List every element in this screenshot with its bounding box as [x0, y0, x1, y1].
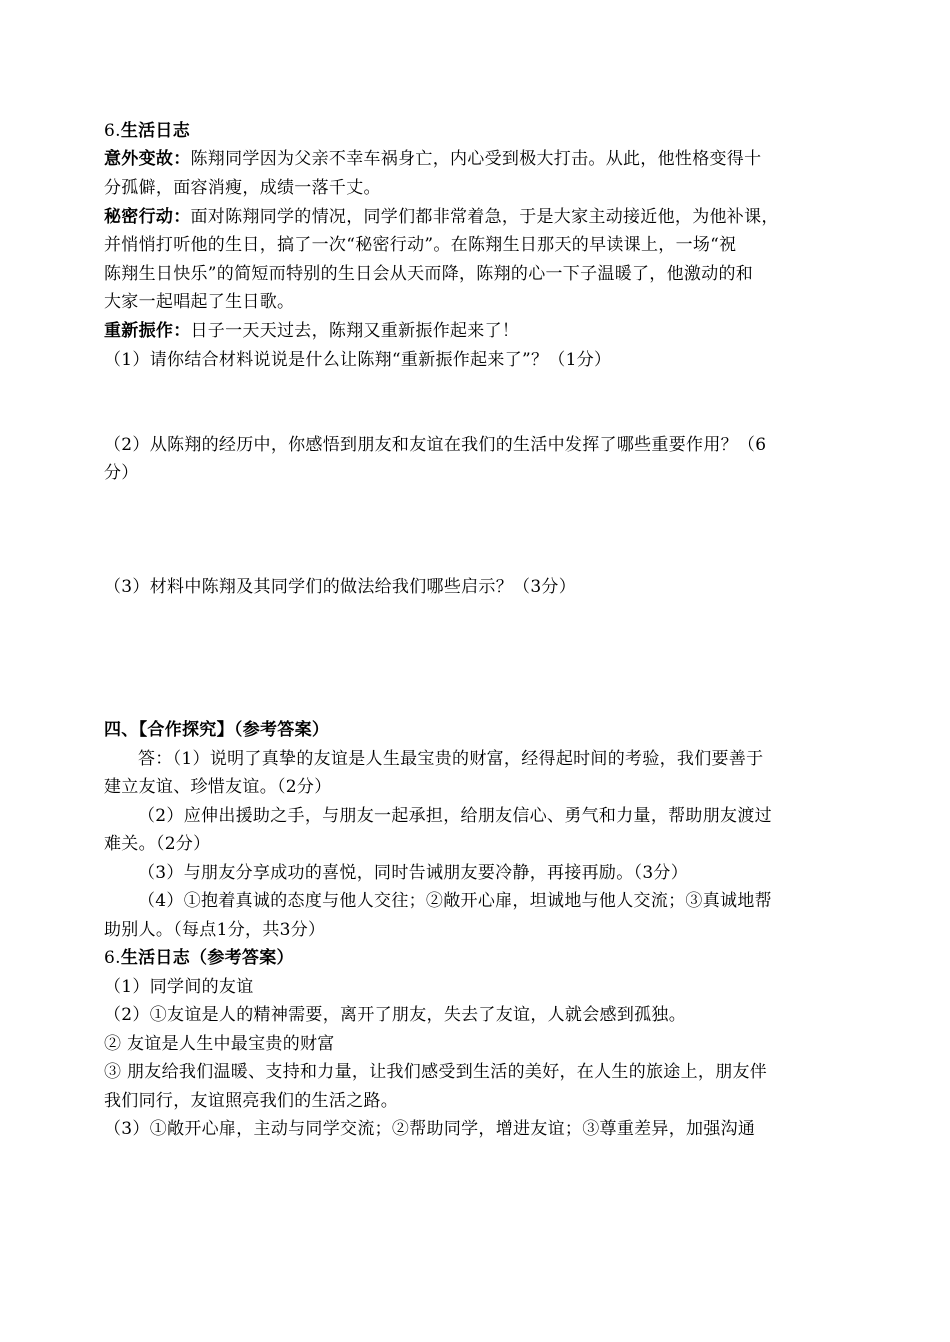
answer-line: ② 友谊是人生中最宝贵的财富	[104, 1034, 335, 1054]
paragraph-line: 大家一起唱起了生日歌。	[104, 292, 295, 312]
paragraph-line: 陈翔生日快乐”的简短而特别的生日会从天而降，陈翔的心一下子温暖了，他激动的和	[104, 264, 754, 284]
question-1: （1）请你结合材料说说是什么让陈翔“重新振作起来了”？（1分）	[104, 350, 612, 370]
answer-line: 建立友谊、珍惜友谊。（2分）	[104, 777, 332, 797]
answer-line: 答：（1）说明了真挚的友谊是人生最宝贵的财富，经得起时间的考验，我们要善于	[138, 749, 764, 769]
answers6-title	[104, 944, 294, 972]
paragraph-line: 并悄悄打听他的生日，搞了一次“秘密行动”。在陈翔生日那天的早读课上，一场“祝	[104, 235, 737, 255]
paragraph-line	[104, 203, 779, 231]
paragraph-text: 面对陈翔同学的情况，同学们都非常着急，于是大家主动接近他，为他补课，	[190, 207, 779, 227]
answer-line: ③ 朋友给我们温暖、支持和力量，让我们感受到生活的美好，在人生的旅途上，朋友伴	[104, 1062, 768, 1082]
paragraph-text: 陈翔同学因为父亲不幸车祸身亡，内心受到极大打击。从此，他性格变得十	[190, 149, 762, 169]
answer-line: （2）应伸出援助之手，与朋友一起承担，给朋友信心、勇气和力量，帮助朋友渡过	[138, 806, 772, 826]
answer-line: 我们同行，友谊照亮我们的生活之路。	[104, 1091, 399, 1111]
paragraph-label: 意外变故：	[104, 149, 191, 169]
answer-line: （3）与朋友分享成功的喜悦，同时告诫朋友要冷静，再接再励。（3分）	[138, 863, 689, 883]
question-2: （2）从陈翔的经历中，你感悟到朋友和友谊在我们的生活中发挥了哪些重要作用？（6	[104, 435, 767, 455]
title-number: 6.	[104, 121, 121, 141]
title-text: 生活日志（参考答案）	[120, 948, 294, 968]
title-number: 6.	[104, 948, 121, 968]
question-2-cont: 分）	[104, 463, 139, 483]
answer-line: （1）同学间的友谊	[104, 977, 254, 997]
section4-heading: 四、【合作探究】（参考答案）	[104, 720, 330, 740]
paragraph-text: 日子一天天过去，陈翔又重新振作起来了！	[190, 321, 520, 341]
answer-line: （3）①敞开心扉，主动与同学交流；②帮助同学，增进友谊；③尊重差异，加强沟通	[104, 1119, 756, 1139]
title-text: 生活日志	[120, 121, 191, 141]
section6-title	[104, 117, 190, 145]
paragraph-label: 重新振作：	[104, 321, 191, 341]
answer-line: （2）①友谊是人的精神需要，离开了朋友，失去了友谊，人就会感到孤独。	[104, 1005, 687, 1025]
paragraph-line	[104, 145, 761, 173]
answer-line: 难关。（2分）	[104, 834, 211, 854]
paragraph-label: 秘密行动：	[104, 207, 191, 227]
answer-line: （4）①抱着真诚的态度与他人交往；②敞开心扉，坦诚地与他人交流；③真诚地帮	[138, 891, 772, 911]
answer-line: 助别人。（每点1分，共3分）	[104, 920, 326, 940]
question-3: （3）材料中陈翔及其同学们的做法给我们哪些启示？（3分）	[104, 577, 577, 597]
paragraph-line: 分孤僻，面容消瘦，成绩一落千丈。	[104, 178, 381, 198]
paragraph-line	[104, 317, 519, 345]
